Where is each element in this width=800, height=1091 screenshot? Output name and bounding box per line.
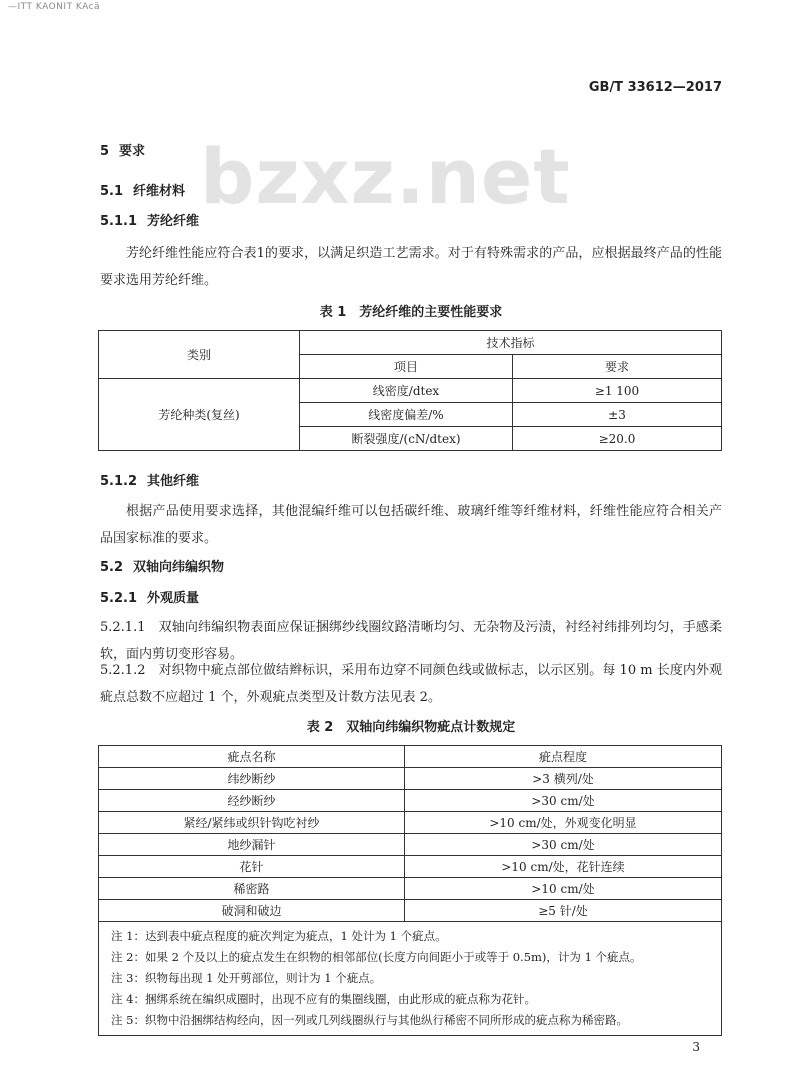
top-mark: —ITT KAONIT KAcä [8, 2, 101, 12]
defect-name: 纬纱断纱 [99, 768, 405, 790]
table1-item: 线密度/dtex [300, 379, 513, 403]
defect-name: 紧经/紧纬或织针钩吃衬纱 [99, 812, 405, 834]
table-row [99, 856, 722, 878]
table-note: 注 2：如果 2 个及以上的疵点发生在织物的相邻部位(长度方向间距小于或等于 0.5m)，计为 1 个疵点。 [111, 950, 642, 964]
table1-item: 线密度偏差/% [300, 403, 513, 427]
table2-caption: 表 2 双轴向纬编织物疵点计数规定 [306, 720, 516, 735]
table1-req: ±3 [513, 403, 722, 427]
section-title: 其他纤维 [147, 474, 200, 489]
section-5-heading [100, 140, 145, 159]
page-number: 3 [692, 1040, 700, 1054]
table1-header-tech: 技术指标 [300, 331, 722, 355]
table-row [99, 812, 722, 834]
table1 [98, 330, 722, 451]
table-row [99, 768, 722, 790]
defect-name: 破洞和破边 [99, 900, 405, 922]
section-title: 双轴向纬编织物 [133, 560, 225, 575]
table1-header-req: 要求 [513, 355, 722, 379]
table-row [99, 379, 722, 403]
section-number: 5.1 [100, 184, 124, 199]
table1-category: 芳纶种类(复丝) [99, 379, 300, 451]
defect-name: 经纱断纱 [99, 790, 405, 812]
aramid-paragraph: 芳纶纤维性能应符合表1的要求，以满足织造工艺需求。对于有特殊需求的产品，应根据最终产品的性能要求选用芳纶纤维。 [100, 246, 722, 288]
defect-degree: >3 横列/处 [405, 768, 722, 790]
table1-caption: 表 1 芳纶纤维的主要性能要求 [319, 305, 503, 320]
table1-header-item: 项目 [300, 355, 513, 379]
table2 [98, 745, 722, 1036]
defect-name: 花针 [99, 856, 405, 878]
defect-degree: >30 cm/处 [405, 790, 722, 812]
table-row [99, 900, 722, 922]
defect-degree: >10 cm/处，外观变化明显 [405, 812, 722, 834]
section-title: 纤维材料 [133, 184, 186, 199]
section-number: 5.2 [100, 560, 124, 575]
section-5-2-heading [100, 556, 224, 575]
defect-degree: >30 cm/处 [405, 834, 722, 856]
table1-item: 断裂强度/(cN/dtex) [300, 427, 513, 451]
defect-name: 稀密路 [99, 878, 405, 900]
section-number: 5.1.2 [100, 474, 138, 489]
section-number: 5 [100, 144, 110, 159]
table2-header-name: 疵点名称 [99, 746, 405, 768]
section-5-1-heading [100, 180, 185, 199]
table1-req: ≥20.0 [513, 427, 722, 451]
table-note: 注 4：捆绑系统在编织成圈时，出现不应有的集圈线圈，由此形成的疵点称为花针。 [111, 992, 536, 1006]
clause-5-2-1-2: 5.2.1.2 对织物中疵点部位做结辫标识，采用布边穿不同颜色线或做标志，以示区别。每 10 m 长度内外观疵点总数不应超过 1 个，外观疵点类型及计数方法见表 2。 [100, 663, 722, 705]
table-row [99, 834, 722, 856]
table-row [99, 790, 722, 812]
section-number: 5.2.1 [100, 591, 138, 606]
table2-notes [99, 922, 722, 1036]
watermark: bzxz.net [200, 132, 571, 221]
table-note: 注 1：达到表中疵点程度的疵次判定为疵点，1 处计为 1 个疵点。 [111, 929, 447, 943]
table-note: 注 3：织物每出现 1 处开剪部位，则计为 1 个疵点。 [111, 971, 382, 985]
defect-name: 地纱漏针 [99, 834, 405, 856]
section-title: 要求 [119, 144, 146, 159]
table-row [99, 878, 722, 900]
section-title: 外观质量 [147, 591, 200, 606]
other-fiber-paragraph: 根据产品使用要求选择，其他混编纤维可以包括碳纤维、玻璃纤维等纤维材料，纤维性能应符合相关产品国家标准的要求。 [100, 504, 722, 546]
table2-header-degree: 疵点程度 [405, 746, 722, 768]
clause-5-2-1-1: 5.2.1.1 双轴向纬编织物表面应保证捆绑纱线圈纹路清晰均匀、无杂物及污渍，衬经衬纬排列均匀，手感柔软，面内剪切变形容易。 [100, 620, 722, 662]
section-number: 5.1.1 [100, 214, 138, 229]
standard-code: GB/T 33612—2017 [588, 80, 722, 95]
defect-degree: ≥5 针/处 [405, 900, 722, 922]
table1-header-category: 类别 [99, 331, 300, 379]
table1-req: ≥1 100 [513, 379, 722, 403]
section-5-2-1-heading [100, 587, 199, 606]
defect-degree: >10 cm/处 [405, 878, 722, 900]
section-title: 芳纶纤维 [147, 214, 200, 229]
section-5-1-2-heading [100, 470, 199, 489]
section-5-1-1-heading [100, 210, 199, 229]
defect-degree: >10 cm/处，花针连续 [405, 856, 722, 878]
table-note: 注 5：织物中沿捆绑结构经向，因一列或几列线圈纵行与其他纵行稀密不同所形成的疵点称为稀密路。 [111, 1013, 628, 1027]
